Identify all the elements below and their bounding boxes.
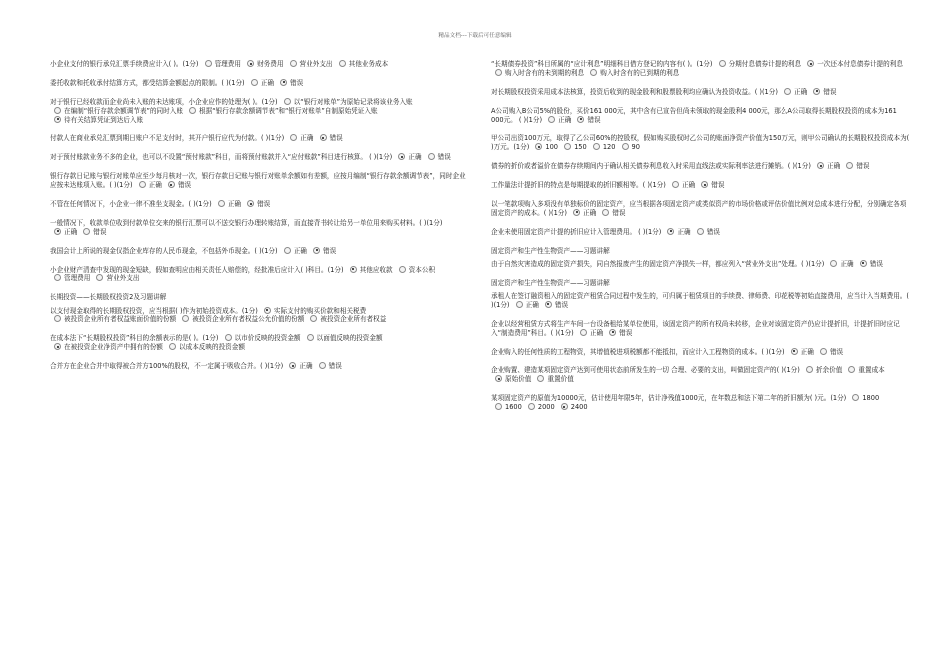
radio-empty-icon[interactable] — [319, 362, 326, 369]
option-label: 错误 — [612, 208, 626, 217]
radio-empty-icon[interactable] — [820, 348, 827, 355]
answer-option[interactable] — [319, 362, 342, 371]
question-item — [491, 394, 911, 412]
radio-empty-icon[interactable] — [225, 334, 232, 341]
option-label: 待有关结算凭证到达后入账 — [64, 115, 144, 124]
radio-empty-icon[interactable] — [495, 403, 502, 410]
question-item — [50, 334, 470, 352]
radio-selected-icon[interactable] — [535, 143, 542, 150]
radio-empty-icon[interactable] — [495, 69, 502, 76]
answer-option[interactable] — [537, 375, 573, 384]
answer-option[interactable] — [428, 153, 451, 162]
option-label: 正确 — [227, 200, 241, 209]
option-label: 正确 — [589, 328, 604, 337]
radio-selected-icon[interactable] — [350, 266, 357, 273]
radio-selected-icon[interactable] — [168, 181, 175, 188]
answer-option[interactable] — [846, 162, 869, 171]
radio-selected-icon[interactable] — [54, 343, 61, 350]
question-item — [50, 219, 470, 237]
answer-option[interactable] — [339, 60, 389, 69]
question-text: 对长期股权投资采用成本法核算，投资后收到的现金股利和股票股利均应确认为投资收益。( )(1分) — [491, 87, 778, 96]
option-label: 以市价反映的投资金额 — [234, 334, 301, 343]
radio-selected-icon[interactable] — [817, 162, 824, 169]
radio-empty-icon[interactable] — [251, 79, 258, 86]
radio-empty-icon[interactable] — [593, 143, 600, 150]
radio-empty-icon[interactable] — [784, 88, 791, 95]
option-label: 正确 — [148, 181, 162, 190]
option-label: 正确 — [293, 246, 307, 255]
radio-empty-icon[interactable] — [719, 60, 726, 67]
option-label: 错误 — [706, 227, 720, 236]
option-label: 正确 — [525, 300, 539, 309]
question-text: 某项固定资产的原值为10000元，估计使用年限5年，估计净残值1000元，在年数总和法下第二年的折旧额为( )元。(1分) — [491, 394, 847, 403]
option-label: 折余价值 — [815, 366, 843, 375]
answer-option[interactable] — [580, 329, 603, 338]
option-label: 错误 — [856, 162, 870, 171]
answer-option[interactable] — [247, 200, 270, 209]
radio-empty-icon[interactable] — [590, 69, 597, 76]
option-label: 重置价值 — [547, 375, 574, 384]
radio-empty-icon[interactable] — [284, 98, 291, 105]
option-label: 错误 — [290, 78, 304, 87]
answer-option[interactable] — [820, 348, 843, 357]
page-header: 精品文档---下载后可任意编辑 — [438, 33, 512, 39]
option-label: 错误 — [323, 246, 337, 255]
radio-empty-icon[interactable] — [428, 153, 435, 160]
question-item — [491, 162, 911, 171]
question-item — [491, 88, 911, 97]
answer-option[interactable] — [528, 403, 555, 412]
option-label: 正确 — [558, 115, 572, 124]
radio-selected-icon[interactable] — [701, 181, 708, 188]
question-item — [50, 134, 470, 143]
section-heading: 长期投资——长期股权投资2及习题讲解 — [50, 293, 167, 302]
option-label: 正确 — [800, 347, 814, 356]
radio-empty-icon[interactable] — [339, 60, 346, 67]
answer-option[interactable] — [577, 116, 600, 125]
option-label: 管理费用 — [64, 274, 91, 283]
radio-selected-icon[interactable] — [247, 60, 254, 67]
option-label: 正确 — [677, 227, 691, 236]
option-label: 被投资企业所有者权益公允价值的份额 — [192, 315, 305, 324]
answer-option[interactable] — [495, 403, 522, 412]
answer-option[interactable] — [139, 181, 162, 190]
option-label: 错误 — [437, 153, 451, 162]
answer-option[interactable] — [561, 403, 588, 412]
answer-option[interactable] — [169, 343, 245, 352]
option-label: 以面值反映的投资金额 — [316, 334, 383, 343]
question-text: 企业购入的任何性质的工程物资，其增值税进项税额都不能抵扣，而应计入工程物资的成本。( )(1分) — [491, 347, 785, 356]
option-label: 其他应收款 — [359, 265, 393, 274]
answer-option[interactable] — [54, 274, 90, 283]
answer-option[interactable] — [784, 88, 807, 97]
option-label: 正确 — [681, 181, 696, 190]
radio-selected-icon[interactable] — [247, 200, 254, 207]
answer-option[interactable] — [247, 60, 283, 69]
option-label: 实际支付的购买价款和相关税费 — [273, 306, 367, 315]
answer-option[interactable] — [290, 60, 333, 69]
radio-selected-icon[interactable] — [791, 348, 798, 355]
question-text: 小企业支付的银行承兑汇票手续费应计入( )。(1分) — [50, 60, 199, 68]
option-label: 一次还本付息债券计提的利息 — [817, 60, 903, 68]
question-item — [491, 320, 911, 338]
radio-empty-icon[interactable] — [205, 60, 212, 67]
radio-empty-icon[interactable] — [310, 315, 317, 322]
left-column — [50, 60, 470, 381]
option-label: 根据“银行存款余额调节表”和“银行对账单”自制原始凭证入账 — [199, 106, 378, 115]
radio-selected-icon[interactable] — [860, 260, 867, 267]
answer-option[interactable] — [701, 181, 724, 190]
question-text: A公司购入B公司5%的股份，买价161 000元，其中含有已宣告但尚未领取的现金股利4 000元，那么A公司取得长期股权投资的成本为161 000元。 ( )(1分) — [491, 106, 897, 124]
section-heading: 固定资产和生产性生物资产——习题讲解 — [491, 278, 610, 287]
question-text: 付款人在商业承兑汇票到期日账户不足支付时，其开户银行应代为付款。( )(1分) — [50, 134, 285, 143]
answer-option[interactable] — [307, 334, 383, 343]
radio-empty-icon[interactable] — [697, 228, 704, 235]
answer-option[interactable] — [593, 143, 616, 152]
answer-option[interactable] — [813, 88, 836, 97]
question-text: “长期债券投资”科目所属的“应计利息”明细科目借方登记的内容有( )。(1分) — [491, 60, 713, 68]
question-item — [50, 247, 470, 256]
question-text: 对于预付账款业务不多的企业，也可以不设置“预付账款”科目，而将预付账款并入“应付账款”科目进行核算。 ( )(1分) — [50, 153, 393, 162]
radio-selected-icon[interactable] — [289, 362, 296, 369]
answer-option[interactable] — [590, 69, 679, 78]
option-label: 分期付息债券计提的利息 — [728, 60, 802, 68]
section-heading: 固定资产和生产性生物资产——习题讲解 — [491, 246, 610, 255]
option-label: 正确 — [64, 227, 78, 236]
answer-option[interactable] — [545, 301, 568, 310]
radio-empty-icon[interactable] — [580, 329, 587, 336]
radio-selected-icon[interactable] — [561, 403, 568, 410]
answer-option[interactable] — [289, 362, 312, 371]
option-label: 错误 — [93, 227, 107, 236]
answer-option[interactable] — [251, 79, 274, 88]
question-item — [50, 200, 470, 209]
answer-option[interactable] — [672, 181, 695, 190]
option-label: 营业外支出 — [106, 274, 140, 283]
option-label: 1600 — [505, 403, 522, 412]
option-label: 被投资企业所有者权益 — [320, 315, 387, 324]
radio-empty-icon[interactable] — [528, 403, 535, 410]
option-label: 购入时含有的已到期的利息 — [600, 68, 680, 77]
answer-option[interactable] — [399, 266, 435, 275]
answer-option[interactable] — [622, 143, 640, 152]
option-label: 2000 — [537, 403, 555, 412]
radio-empty-icon[interactable] — [290, 134, 297, 141]
answer-option[interactable] — [806, 366, 842, 375]
option-label: 购入时含有的未到期的利息 — [505, 68, 585, 77]
option-label: 1800 — [862, 394, 880, 403]
radio-selected-icon[interactable] — [398, 153, 405, 160]
option-label: 2400 — [570, 403, 588, 412]
question-item — [491, 181, 911, 190]
answer-option[interactable] — [548, 116, 571, 125]
answer-option[interactable] — [218, 200, 241, 209]
answer-option[interactable] — [96, 274, 139, 283]
radio-empty-icon[interactable] — [54, 107, 61, 114]
option-label: 营业外支出 — [299, 60, 333, 68]
option-label: 错误 — [711, 181, 725, 190]
option-label: 正确 — [260, 78, 274, 87]
radio-selected-icon[interactable] — [577, 116, 584, 123]
question-item — [50, 153, 470, 162]
option-label: 正确 — [299, 362, 313, 371]
answer-option[interactable] — [807, 60, 903, 69]
question-text: 对于银行已经收款而企业尚未入账的未达账项，小企业应作的处理为( )。(1分) — [50, 97, 278, 106]
question-text: 合并方在企业合并中取得被合并方100%的股权，不一定属于吸收合并。( )(1分) — [50, 362, 284, 371]
option-label: 正确 — [794, 87, 808, 96]
question-text: 不管在任何情况下，小企业一律不准坐支现金。( )(1分) — [50, 200, 212, 209]
question-item — [50, 79, 470, 88]
radio-selected-icon[interactable] — [54, 116, 61, 123]
option-label: 错误 — [554, 300, 569, 309]
answer-option[interactable] — [602, 209, 625, 218]
radio-selected-icon[interactable] — [264, 307, 271, 314]
question-item — [50, 172, 470, 190]
radio-empty-icon[interactable] — [54, 315, 61, 322]
radio-empty-icon[interactable] — [83, 228, 90, 235]
radio-empty-icon[interactable] — [218, 200, 225, 207]
answer-option[interactable] — [852, 394, 879, 403]
radio-empty-icon[interactable] — [290, 60, 297, 67]
answer-option[interactable] — [54, 315, 176, 324]
radio-selected-icon[interactable] — [545, 301, 552, 308]
option-label: 错误 — [329, 134, 343, 143]
option-label: 错误 — [619, 328, 633, 337]
radio-selected-icon[interactable] — [667, 228, 674, 235]
option-label: 错误 — [829, 347, 844, 356]
question-text: 工作量法计提折旧的特点是每期提取的折旧额相等。( )(1分) — [491, 181, 666, 190]
question-item — [491, 260, 911, 269]
radio-empty-icon[interactable] — [672, 181, 679, 188]
answer-option[interactable] — [284, 247, 307, 256]
option-label: 资本公积 — [408, 265, 436, 274]
answer-option[interactable] — [573, 209, 596, 218]
right-column — [491, 60, 911, 422]
option-label: 错误 — [869, 259, 883, 268]
option-label: 错误 — [177, 181, 192, 190]
question-text: 一般情况下，收款单位收到付款单位交来的银行汇票可以不送交银行办理转账结算，而直接背书转让给另一单位用来购买材料。( )(1分) — [50, 218, 443, 227]
answer-option[interactable] — [189, 107, 378, 116]
radio-empty-icon[interactable] — [564, 143, 571, 150]
option-label: 以成本反映的投资金额 — [179, 343, 245, 352]
answer-option[interactable] — [54, 343, 163, 352]
question-item — [491, 366, 911, 384]
answer-option[interactable] — [182, 315, 304, 324]
radio-selected-icon[interactable] — [54, 228, 61, 235]
radio-empty-icon[interactable] — [548, 116, 555, 123]
question-item — [50, 98, 470, 125]
question-text: 企业未使用固定资产计提的折旧应计入管理费用。 ( )(1分) — [491, 227, 662, 236]
radio-empty-icon[interactable] — [169, 343, 176, 350]
question-text: 企业购置、建造某项固定资产达到可使用状态前所发生的一切 合理、必要的支出，叫做固定资产的( )(1分) — [491, 366, 800, 375]
radio-selected-icon[interactable] — [609, 329, 616, 336]
radio-selected-icon[interactable] — [573, 209, 580, 216]
option-label: 正确 — [840, 259, 854, 268]
option-label: 错误 — [587, 115, 601, 124]
answer-option[interactable] — [495, 69, 584, 78]
question-item — [50, 362, 470, 371]
answer-option[interactable] — [848, 366, 884, 375]
answer-option[interactable] — [830, 260, 853, 269]
question-text: 承租人在签订融资租入的固定资产租赁合同过程中发生的，可归属于租赁项目的手续费、律师费、印花税等初始直接费用，应当计入当期费用。( )(1分) — [491, 292, 909, 309]
question-text: 以一笔款项购入多项没有单独标价的固定资产，应当根据各项固定资产或类似资产的市场价格或评估价值比例对总成本进行分配，分别确定各项固定资产的成本。( )(1分) — [491, 200, 907, 217]
answer-option[interactable] — [719, 60, 802, 69]
question-item — [491, 60, 911, 78]
option-label: 重置成本 — [858, 366, 885, 375]
option-label: 原始价值 — [505, 375, 532, 384]
question-item — [491, 107, 911, 125]
question-text: 企业以经营租赁方式将生产车间一台设备租给某单位使用，该固定资产的所有权尚未转移，企业对该固定资产仍应计提折旧，计提折旧时应记入“制造费用”科目。( )(1分) — [491, 319, 900, 337]
question-text: 债券的折价或者溢价在债券存续期间内于确认相关债券利息收入时采用直线法或实际利率法进行摊销。( )(1分) — [491, 162, 811, 171]
radio-empty-icon[interactable] — [848, 366, 855, 373]
answer-option[interactable] — [535, 143, 558, 152]
question-item — [491, 292, 911, 310]
option-label: 正确 — [300, 134, 314, 143]
radio-empty-icon[interactable] — [54, 274, 61, 281]
answer-option[interactable] — [564, 143, 587, 152]
answer-option[interactable] — [697, 228, 720, 237]
answer-option[interactable] — [495, 375, 531, 384]
option-label: 100 — [545, 143, 558, 152]
question-text: 委托收款和托收承付结算方式，都受结算金额起点的限制。( )(1分) — [50, 78, 245, 87]
option-label: 120 — [602, 143, 616, 152]
option-label: 错误 — [257, 200, 271, 209]
radio-empty-icon[interactable] — [830, 260, 837, 267]
option-label: 财务费用 — [257, 60, 284, 68]
answer-option[interactable] — [516, 301, 539, 310]
answer-option[interactable] — [398, 153, 421, 162]
option-label: 在被投资企业净资产中拥有的份额 — [64, 343, 163, 352]
question-text: 由于自然灾害造成的固定资产损失，同自然报废产生的固定资产净损失一样，都应列入“营业外支出”处理。( )(1分) — [491, 259, 825, 268]
option-label: 错误 — [823, 87, 837, 96]
answer-option[interactable] — [225, 334, 301, 343]
option-label: 其他业务成本 — [348, 60, 389, 68]
question-item — [491, 228, 911, 237]
radio-selected-icon[interactable] — [807, 60, 814, 67]
answer-option[interactable] — [609, 329, 632, 338]
question-text: 在成本法下“长期股权投资”科目的余额表示的是( )。(1分) — [50, 334, 219, 343]
option-label: 被投资企业所有者权益账面价值的份额 — [64, 315, 177, 324]
option-label: 90 — [631, 143, 640, 152]
radio-empty-icon[interactable] — [284, 247, 291, 254]
option-label: 150 — [574, 143, 587, 152]
radio-empty-icon[interactable] — [307, 334, 314, 341]
option-label: 正确 — [408, 153, 422, 162]
radio-empty-icon[interactable] — [516, 301, 523, 308]
answer-option[interactable] — [280, 79, 303, 88]
answer-option[interactable] — [320, 134, 343, 143]
radio-empty-icon[interactable] — [139, 181, 146, 188]
answer-option[interactable] — [313, 247, 336, 256]
option-label: 错误 — [328, 362, 342, 371]
answer-option[interactable] — [350, 266, 393, 275]
option-label: 在编制“银行存款余额调节表”的同时入账 — [64, 106, 183, 115]
question-text: 以支付现金取得的长期股权投资，应当根据( )作为初始投资成本。(1分) — [50, 306, 258, 315]
answer-option[interactable] — [860, 260, 883, 269]
answer-option[interactable] — [205, 60, 241, 69]
question-text: 银行存款日记账与银行对账单应至少每月核对一次，银行存款日记账与银行对账单余额如有差额，应按月编制“银行存款余额调节表”，同时企业应按未达账项入账。( )(1分) — [50, 172, 466, 190]
answer-option[interactable] — [817, 162, 840, 171]
answer-option[interactable] — [54, 107, 183, 116]
answer-option[interactable] — [54, 228, 77, 237]
answer-option[interactable] — [290, 134, 313, 143]
question-item — [50, 266, 470, 284]
question-item — [491, 200, 911, 218]
answer-option[interactable] — [667, 228, 690, 237]
question-item — [50, 307, 470, 325]
option-label: 正确 — [583, 208, 597, 217]
answer-option[interactable] — [83, 228, 106, 237]
radio-selected-icon[interactable] — [320, 134, 327, 141]
answer-option[interactable] — [168, 181, 191, 190]
option-label: 以“银行对账单”为原始记录将该业务入账 — [293, 97, 413, 106]
radio-selected-icon[interactable] — [280, 79, 287, 86]
radio-empty-icon[interactable] — [622, 143, 629, 150]
radio-selected-icon[interactable] — [813, 88, 820, 95]
option-label: 正确 — [827, 162, 841, 171]
radio-empty-icon[interactable] — [602, 209, 609, 216]
radio-selected-icon[interactable] — [495, 375, 502, 382]
radio-empty-icon[interactable] — [399, 266, 406, 273]
radio-empty-icon[interactable] — [846, 162, 853, 169]
question-item — [50, 60, 470, 69]
radio-empty-icon[interactable] — [537, 375, 544, 382]
question-item — [491, 134, 911, 152]
question-text: 甲公司出资100万元，取得了乙公司60%的控股权，假如购买股权时乙公司的账面净资产价值为150万元，则甲公司确认的长期股权投资成本为( )万元。(1分) — [491, 134, 910, 152]
question-item — [491, 348, 911, 357]
radio-empty-icon[interactable] — [182, 315, 189, 322]
answer-option[interactable] — [54, 116, 143, 125]
radio-empty-icon[interactable] — [852, 394, 859, 401]
answer-option[interactable] — [284, 98, 413, 107]
question-text: 我国会计上所说的现金仅指企业库存的人民币现金，不包括外币现金。( )(1分) — [50, 246, 278, 255]
radio-empty-icon[interactable] — [189, 107, 196, 114]
radio-empty-icon[interactable] — [806, 366, 813, 373]
radio-empty-icon[interactable] — [96, 274, 103, 281]
option-label: 管理费用 — [214, 60, 241, 68]
answer-option[interactable] — [310, 315, 386, 324]
radio-selected-icon[interactable] — [313, 247, 320, 254]
question-text: 小企业财产清查中发现的现金短缺，假如查明应由相关责任人赔偿的，经批准后应计入( )科目。(1分) — [50, 265, 344, 274]
answer-option[interactable] — [791, 348, 814, 357]
